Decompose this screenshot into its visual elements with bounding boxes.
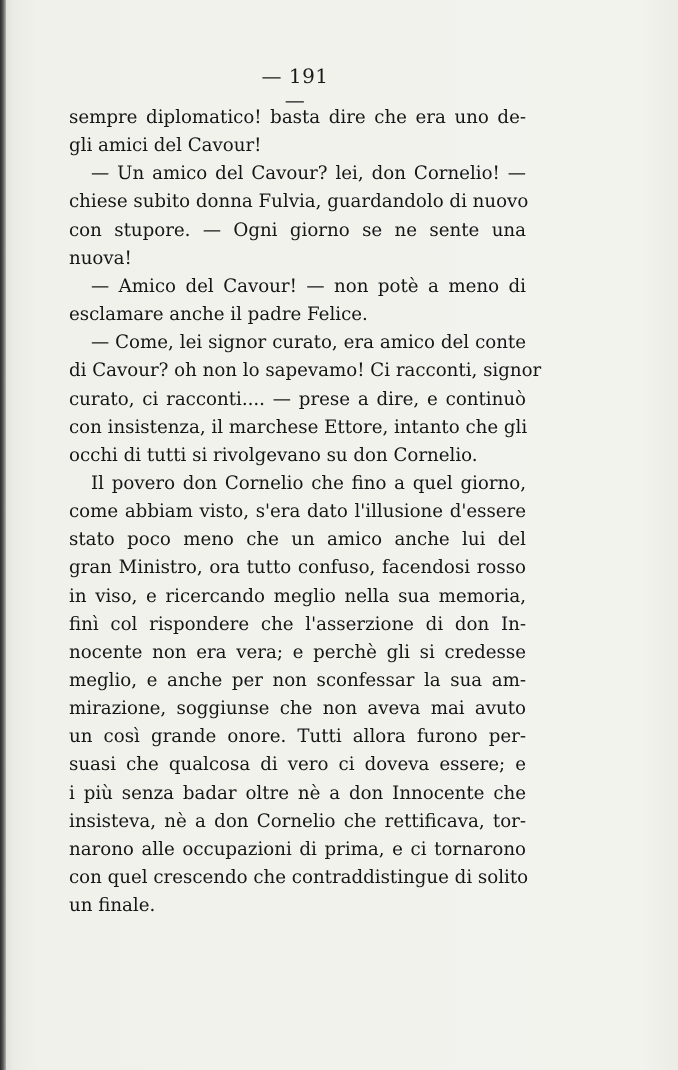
text-line: chiese subito donna Fulvia, guardandolo di nuovo xyxy=(69,191,529,213)
text-line: curato, ci racconti.... — prese a dire, e continuò xyxy=(69,388,526,410)
text-line: un così grande onore. Tutti allora furono per- xyxy=(69,726,526,748)
text-line: nocente non era vera; e perchè gli si credesse xyxy=(69,641,526,663)
text-line: — Amico del Cavour! — non potè a meno di xyxy=(91,275,526,297)
text-line: finì col rispondere che l'asserzione di don In- xyxy=(69,613,526,635)
text-line: i più senza badar oltre nè a don Innocente che xyxy=(69,782,526,804)
text-line: esclamare anche il padre Felice. xyxy=(69,304,368,326)
text-line: suasi che qualcosa di vero ci doveva essere; e xyxy=(69,754,526,776)
text-line: un finale. xyxy=(69,895,156,917)
text-line: sempre diplomatico! basta dire che era uno de- xyxy=(69,107,526,128)
page-spine-edge xyxy=(0,0,6,1070)
text-line: meglio, e anche per non sconfessar la sua am- xyxy=(69,670,526,691)
text-line: Il povero don Cornelio che fino a quel giorno, xyxy=(91,472,526,494)
text-line: come abbiam visto, s'era dato l'illusione d'essere xyxy=(69,501,526,523)
text-line: gran Ministro, ora tutto confuso, facendosi rosso xyxy=(69,557,526,579)
text-line: — Come, lei signor curato, era amico del conte xyxy=(91,332,526,354)
text-line: — Un amico del Cavour? lei, don Cornelio! — xyxy=(91,163,526,185)
text-line: gli amici del Cavour! xyxy=(69,135,262,157)
text-line: occhi di tutti si rivolgevano su don Cornelio. xyxy=(69,444,478,466)
text-line: di Cavour? oh non lo sapevamo! Ci racconti, signor xyxy=(69,360,542,382)
text-line: mirazione, soggiunse che non aveva mai avuto xyxy=(69,698,526,720)
text-line: con insistenza, il marchese Ettore, intanto che gli xyxy=(69,416,528,438)
text-line: narono alle occupazioni di prima, e ci tornarono xyxy=(69,838,526,860)
page-number: — 191 — xyxy=(261,64,329,112)
text-line: insisteva, nè a don Cornelio che rettificava, tor- xyxy=(69,810,526,832)
text-line: stato poco meno che un amico anche lui del xyxy=(69,529,526,551)
text-line: nuova! xyxy=(69,247,132,269)
text-line: in viso, e ricercando meglio nella sua memoria, xyxy=(69,585,526,607)
text-line: con stupore. — Ogni giorno se ne sente una xyxy=(69,219,526,241)
text-line: con quel crescendo che contraddistingue di solito xyxy=(69,867,529,889)
